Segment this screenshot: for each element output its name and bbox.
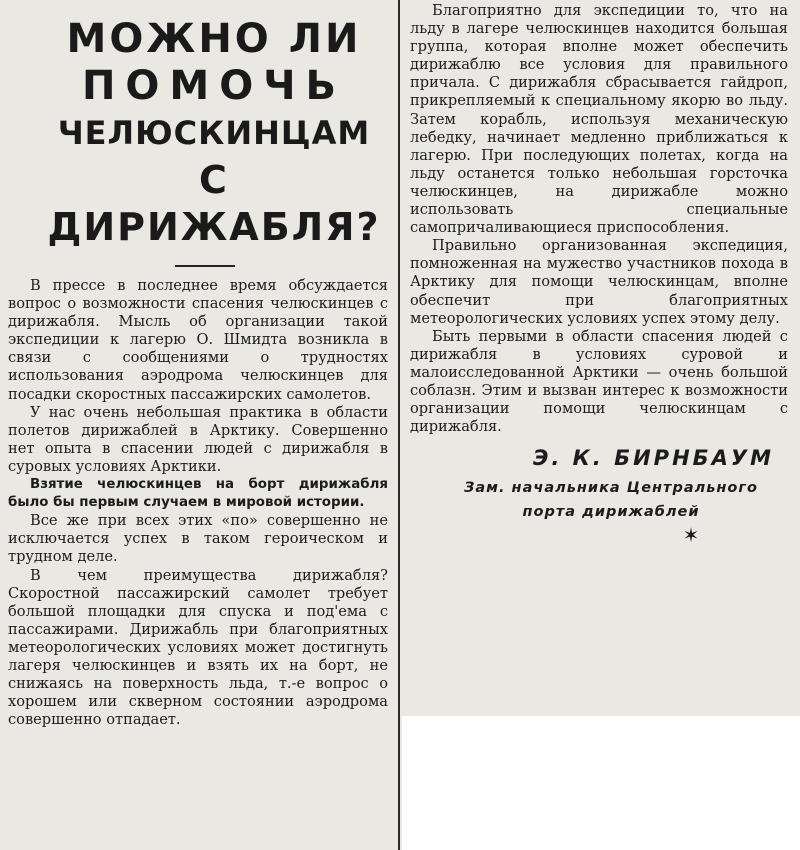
headline-line-3: ЧЕЛЮСКИНЦАМ xyxy=(57,114,371,152)
bold-paragraph: Взятие челюскинцев на борт дирижабля было бы первым случаем в мировой истории. xyxy=(8,477,388,511)
star-ornament-icon: ✶ xyxy=(682,523,700,548)
right-article-text xyxy=(410,2,788,436)
author-name: Э. К. БИРНБАУМ xyxy=(532,446,774,471)
column-divider xyxy=(398,0,400,850)
paragraph: В прессе в последнее время обсуждается вопрос о возможности спасения челюскинцев с дирижабля. Мысль об организации такой экспедиции к лагерю О. Шмидта возникла в связи с сообщениями о трудностях использования аэродрома челюскинцев для посадки скоростных пассажирских самолетов. xyxy=(8,277,388,403)
paragraph: У нас очень небольшая практика в области полетов дирижаблей в Арктику. Совершенно нет опыта в спасении людей с дирижабля в суровых условиях Арктики. xyxy=(8,403,388,475)
paragraph: Все же при всех этих «по» совершенно не исключается успех в таком героическом и трудном деле. xyxy=(8,512,388,566)
headline-separator xyxy=(175,265,235,267)
blank-area xyxy=(402,716,800,850)
paragraph: Правильно организованная экспедиция, помноженная на мужество участников похода в Арктику для помощи челюскинцам, вполне обеспечит при благоприятных метеорологических условиях успех этому делу. xyxy=(410,237,788,327)
author-title: Зам. начальника Центрального порта дирижаблей xyxy=(464,480,758,521)
left-article-text xyxy=(8,277,388,729)
headline xyxy=(40,16,388,251)
headline-line-2: ПОМОЧЬ xyxy=(81,63,347,109)
headline-line-1: МОЖНО ЛИ xyxy=(66,16,362,62)
left-column xyxy=(0,0,398,850)
paragraph: Быть первыми в области спасения людей с дирижабля в условиях суровой и малоисследованной Арктики — очень большой соблазн. Этим и вызван интерес к возможности организации помощи челюскинцам с дирижабля. xyxy=(410,327,788,436)
headline-line-4: С ДИРИЖАБЛЯ? xyxy=(47,158,381,249)
paragraph: Благоприятно для экспедиции то, что на льду в лагере челюскинцев находится большая группа, которая вполне может обеспечить дирижаблю все условия для правильного причала. С дирижабля сбрасывается гайдроп, прикрепляемый к специальному якорю во льду. Затем корабль, используя механическую лебедку, начинает медленно приближаться к лагерю. При последующих полетах, когда на льду останется только небольшая горсточка челюскинцев, на дирижабле можно использовать специальные самопричаливающиеся приспособления. xyxy=(410,2,788,237)
paragraph: В чем преимущества дирижабля? Скоростной пассажирский самолет требует большой площадки для спуска и под'ема с пассажирами. Дирижабль при благоприятных метеорологических условиях может достигнуть лагеря челюскинцев и взять их на борт, не снижаясь на поверхность льда, т.-е вопрос о хорошем или скверном состоянии аэродрома совершенно отпадает. xyxy=(8,566,388,729)
